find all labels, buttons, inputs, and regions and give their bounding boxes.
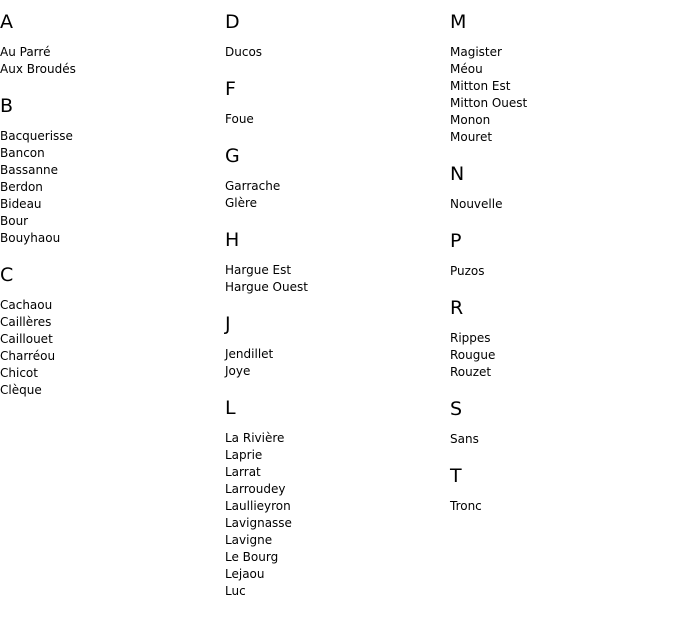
place-link[interactable]: Bancon [0, 146, 45, 160]
letter-heading: A [0, 11, 13, 33]
place-link[interactable]: Hargue Ouest [225, 280, 308, 294]
place-link[interactable]: Hargue Est [225, 263, 292, 277]
list-item [225, 549, 445, 566]
name-list [0, 44, 220, 78]
place-link[interactable]: Bassanne [0, 163, 59, 177]
list-item [0, 297, 220, 314]
list-item [225, 566, 445, 583]
list-item [0, 61, 220, 78]
list-item [450, 431, 670, 448]
list-item [225, 178, 445, 195]
list-item [225, 111, 445, 128]
name-list [225, 44, 445, 61]
place-link[interactable]: Chicot [0, 366, 38, 380]
place-link[interactable]: Luc [225, 584, 246, 598]
letter-group-g [225, 144, 445, 212]
list-item [225, 464, 445, 481]
place-link[interactable]: Bouyhaou [0, 231, 61, 245]
place-link[interactable]: Caillères [0, 315, 52, 329]
place-link[interactable]: La Rivière [225, 431, 285, 445]
list-item [225, 430, 445, 447]
name-list [0, 297, 220, 399]
index-column-2 [225, 10, 445, 616]
place-link[interactable]: Clèque [0, 383, 42, 397]
list-item [450, 498, 670, 515]
list-item [0, 145, 220, 162]
letter-group-n [450, 162, 670, 213]
letter-heading: R [450, 297, 464, 319]
list-item [450, 112, 670, 129]
place-link[interactable]: Bideau [0, 197, 42, 211]
letter-heading: L [225, 397, 236, 419]
list-item [0, 44, 220, 61]
place-link[interactable]: Laprie [225, 448, 263, 462]
place-link[interactable]: Aux Broudés [0, 62, 76, 76]
place-link[interactable]: Charréou [0, 349, 56, 363]
index-column-1 [0, 10, 220, 415]
place-link[interactable]: Sans [450, 432, 479, 446]
name-list [225, 430, 445, 600]
list-item [0, 382, 220, 399]
letter-group-l [225, 396, 445, 600]
letter-group-m [450, 10, 670, 146]
place-link[interactable]: Rouzet [450, 365, 492, 379]
list-item [450, 95, 670, 112]
place-link[interactable]: Caillouet [0, 332, 53, 346]
list-item [0, 365, 220, 382]
letter-group-a [0, 10, 220, 78]
place-link[interactable]: Ducos [225, 45, 263, 59]
place-link[interactable]: Larrat [225, 465, 261, 479]
list-item [0, 348, 220, 365]
letter-heading: S [450, 398, 463, 420]
name-list [225, 346, 445, 380]
letter-heading: D [225, 11, 240, 33]
list-item [450, 129, 670, 146]
list-item [225, 447, 445, 464]
list-item [0, 314, 220, 331]
place-link[interactable]: Nouvelle [450, 197, 503, 211]
letter-heading: P [450, 230, 462, 252]
list-item [450, 78, 670, 95]
list-item [225, 279, 445, 296]
name-list [0, 128, 220, 247]
list-item [450, 61, 670, 78]
place-link[interactable]: Larroudey [225, 482, 286, 496]
list-item [225, 515, 445, 532]
place-link[interactable]: Lavignasse [225, 516, 292, 530]
letter-group-b [0, 94, 220, 247]
place-link[interactable]: Jendillet [225, 347, 274, 361]
place-link[interactable]: Lejaou [225, 567, 265, 581]
letter-group-p [450, 229, 670, 280]
list-item [225, 44, 445, 61]
letter-group-f [225, 77, 445, 128]
place-link[interactable]: Garrache [225, 179, 281, 193]
list-item [0, 196, 220, 213]
list-item [0, 230, 220, 247]
place-link[interactable]: Bour [0, 214, 29, 228]
list-item [0, 331, 220, 348]
name-list [450, 263, 670, 280]
name-list [225, 178, 445, 212]
list-item [450, 196, 670, 213]
letter-group-t [450, 464, 670, 515]
list-item [450, 330, 670, 347]
place-link[interactable]: Laullieyron [225, 499, 291, 513]
place-link[interactable]: Mitton Ouest [450, 96, 528, 110]
letter-group-j [225, 312, 445, 380]
list-item [225, 583, 445, 600]
letter-heading: J [225, 313, 231, 335]
letter-group-c [0, 263, 220, 399]
place-link[interactable]: Mitton Est [450, 79, 511, 93]
place-link[interactable]: Rippes [450, 331, 491, 345]
list-item [225, 195, 445, 212]
place-link[interactable]: Joye [225, 364, 251, 378]
list-item [225, 262, 445, 279]
list-item [225, 346, 445, 363]
place-link[interactable]: Rougue [450, 348, 496, 362]
place-link[interactable]: Lavigne [225, 533, 273, 547]
place-link[interactable]: Berdon [0, 180, 43, 194]
letter-heading: H [225, 229, 240, 251]
name-list [450, 431, 670, 448]
list-item [450, 347, 670, 364]
name-list [450, 498, 670, 515]
place-link[interactable]: Glère [225, 196, 258, 210]
list-item [0, 179, 220, 196]
place-link[interactable]: Foue [225, 112, 254, 126]
list-item [225, 481, 445, 498]
list-item [0, 213, 220, 230]
letter-group-d [225, 10, 445, 61]
list-item [450, 263, 670, 280]
index-column-3 [450, 10, 670, 531]
letter-group-h [225, 228, 445, 296]
letter-group-r [450, 296, 670, 381]
list-item [450, 44, 670, 61]
place-link[interactable]: Monon [450, 113, 491, 127]
name-list [450, 44, 670, 146]
name-list [225, 111, 445, 128]
name-list [450, 196, 670, 213]
letter-heading: M [450, 11, 467, 33]
letter-group-s [450, 397, 670, 448]
place-link[interactable]: Puzos [450, 264, 485, 278]
place-link[interactable]: Bacquerisse [0, 129, 73, 143]
letter-heading: N [450, 163, 465, 185]
list-item [0, 128, 220, 145]
list-item [225, 363, 445, 380]
list-item [450, 364, 670, 381]
place-link[interactable]: Le Bourg [225, 550, 279, 564]
name-list [225, 262, 445, 296]
place-link[interactable]: Tronc [450, 499, 482, 513]
list-item [225, 498, 445, 515]
letter-heading: G [225, 145, 240, 167]
place-link[interactable]: Mouret [450, 130, 493, 144]
letter-heading: C [0, 264, 14, 286]
place-link[interactable]: Magister [450, 45, 502, 59]
place-link[interactable]: Méou [450, 62, 483, 76]
list-item [0, 162, 220, 179]
place-link[interactable]: Cachaou [0, 298, 53, 312]
place-link[interactable]: Au Parré [0, 45, 51, 59]
letter-heading: T [450, 465, 462, 487]
letter-heading: B [0, 95, 14, 117]
letter-heading: F [225, 78, 236, 100]
list-item [225, 532, 445, 549]
name-list [450, 330, 670, 381]
